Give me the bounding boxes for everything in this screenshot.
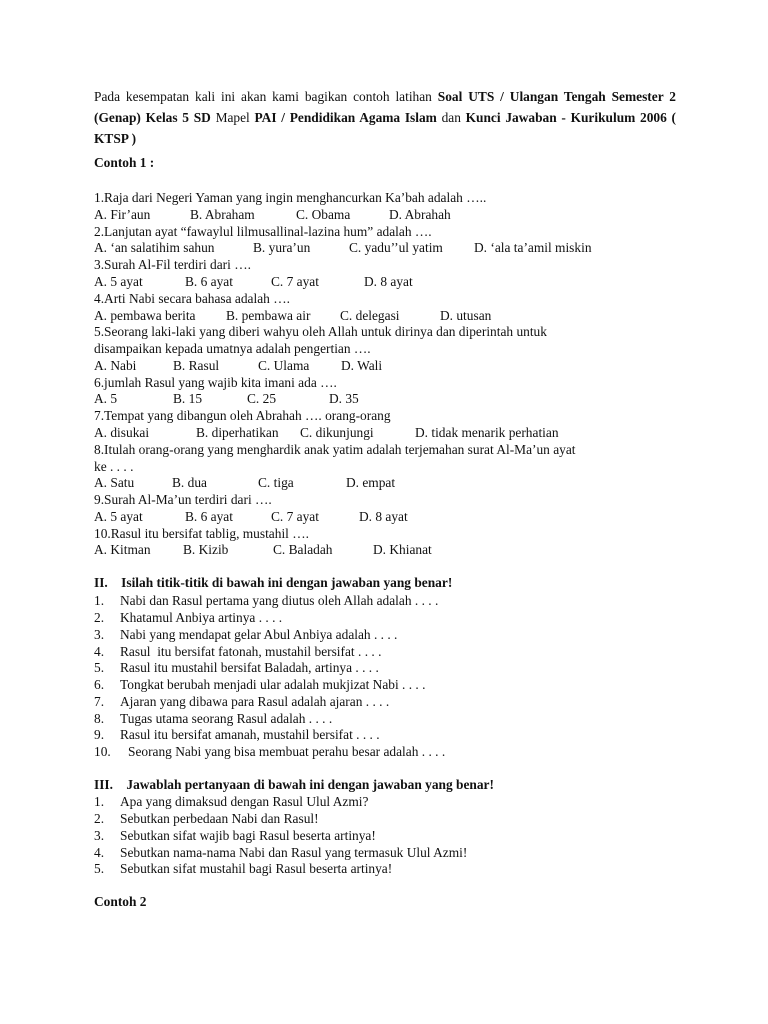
q2-option-b: B. yura’un <box>253 240 311 255</box>
intro-text-1: Pada kesempatan kali ini akan kami bagikan contoh latihan <box>94 89 438 104</box>
q6-option-c: C. 25 <box>247 391 277 406</box>
q3-option-d: D. 8 ayat <box>364 274 413 289</box>
s2-item-7-number: 7. <box>94 694 105 709</box>
q10-option-c: C. Baladah <box>273 542 333 557</box>
q5-option-c: C. Ulama <box>258 358 310 373</box>
q6-option-a: A. 5 <box>94 391 118 406</box>
s3-item-2-number: 2. <box>94 811 105 826</box>
question-3: 3.Surah Al-Fil terdiri dari …. <box>94 257 251 272</box>
q2-option-d: D. ‘ala ta’amil miskin <box>474 240 592 255</box>
s2-item-1-text: Nabi dan Rasul pertama yang diutus oleh Allah adalah . . . . <box>120 593 439 608</box>
s3-item-1-number: 1. <box>94 794 105 809</box>
s2-item-5-text: Rasul itu mustahil bersifat Baladah, artinya . . . . <box>120 660 379 675</box>
q10-option-d: D. Khianat <box>373 542 432 557</box>
q9-option-c: C. 7 ayat <box>271 509 319 524</box>
s2-item-1-number: 1. <box>94 593 105 608</box>
q2-option-c: C. yadu’’ul yatim <box>349 240 443 255</box>
s2-item-6-text: Tongkat berubah menjadi ular adalah mukjizat Nabi . . . . <box>120 677 426 692</box>
s2-item-5-number: 5. <box>94 660 105 675</box>
q7-option-a: A. disukai <box>94 425 150 440</box>
contoh-2-heading: Contoh 2 <box>94 894 147 909</box>
question-5-cont: disampaikan kepada umatnya adalah pengertian …. <box>94 341 371 356</box>
q9-option-a: A. 5 ayat <box>94 509 143 524</box>
s2-item-9-text: Rasul itu bersifat amanah, mustahil bersifat . . . . <box>120 727 380 742</box>
q2-option-a: A. ‘an salatihim sahun <box>94 240 215 255</box>
s2-item-4-text: Rasul itu bersifat fatonah, mustahil bersifat . . . . <box>120 644 382 659</box>
intro-bold-3: Kunci Jawaban - Kurikulum 2006 ( KTSP ) <box>94 110 676 146</box>
s2-item-8-number: 8. <box>94 711 105 726</box>
question-10: 10.Rasul itu bersifat tablig, mustahil …. <box>94 526 309 541</box>
q1-option-d: D. Abrahah <box>389 207 451 222</box>
q1-option-c: C. Obama <box>296 207 351 222</box>
q7-option-b: B. diperhatikan <box>196 425 279 440</box>
q4-option-d: D. utusan <box>440 308 492 323</box>
question-9: 9.Surah Al-Ma’un terdiri dari …. <box>94 492 272 507</box>
s3-item-5-number: 5. <box>94 861 105 876</box>
intro-bold-2: PAI / Pendidikan Agama Islam <box>254 110 437 125</box>
q3-option-a: A. 5 ayat <box>94 274 143 289</box>
s2-item-10-text: Seorang Nabi yang bisa membuat perahu besar adalah . . . . <box>128 744 446 759</box>
question-7: 7.Tempat yang dibangun oleh Abrahah …. orang-orang <box>94 408 391 423</box>
q8-option-b: B. dua <box>172 475 207 490</box>
question-8: 8.Itulah orang-orang yang menghardik anak yatim adalah terjemahan surat Al-Ma’un ayat <box>94 442 576 457</box>
intro-paragraph <box>94 86 676 149</box>
s2-item-8-text: Tugas utama seorang Rasul adalah . . . . <box>120 711 333 726</box>
question-8-cont: ke . . . . <box>94 459 134 474</box>
q6-option-d: D. 35 <box>329 391 359 406</box>
q10-option-a: A. Kitman <box>94 542 151 557</box>
s2-item-6-number: 6. <box>94 677 105 692</box>
section-3-heading: III. Jawablah pertanyaan di bawah ini dengan jawaban yang benar! <box>94 777 494 792</box>
s2-item-2-number: 2. <box>94 610 105 625</box>
s3-item-3-text: Sebutkan sifat wajib bagi Rasul beserta artinya! <box>120 828 376 843</box>
q5-option-d: D. Wali <box>341 358 383 373</box>
q5-option-a: A. Nabi <box>94 358 137 373</box>
q7-option-c: C. dikunjungi <box>300 425 374 440</box>
s2-item-7-text: Ajaran yang dibawa para Rasul adalah ajaran . . . . <box>120 694 390 709</box>
q1-option-a: A. Fir’aun <box>94 207 151 222</box>
q4-option-b: B. pembawa air <box>226 308 311 323</box>
s2-item-10-number: 10. <box>94 744 111 759</box>
s3-item-2-text: Sebutkan perbedaan Nabi dan Rasul! <box>120 811 319 826</box>
q6-option-b: B. 15 <box>173 391 203 406</box>
q9-option-d: D. 8 ayat <box>359 509 408 524</box>
q5-option-b: B. Rasul <box>173 358 220 373</box>
s2-item-9-number: 9. <box>94 727 105 742</box>
question-6: 6.jumlah Rasul yang wajib kita imani ada …. <box>94 375 337 390</box>
s2-item-3-number: 3. <box>94 627 105 642</box>
section-2-heading: II. Isilah titik-titik di bawah ini dengan jawaban yang benar! <box>94 575 453 590</box>
q8-option-d: D. empat <box>346 475 396 490</box>
contoh-1-heading: Contoh 1 : <box>94 155 155 170</box>
intro-bold-1: Soal UTS / Ulangan Tengah Semester 2 (Genap) Kelas 5 SD <box>94 89 676 125</box>
question-5: 5.Seorang laki-laki yang diberi wahyu oleh Allah untuk dirinya dan diperintah untuk <box>94 324 547 339</box>
s3-item-1-text: Apa yang dimaksud dengan Rasul Ulul Azmi? <box>120 794 369 809</box>
question-2: 2.Lanjutan ayat “fawaylul lilmusallinal-lazina hum” adalah …. <box>94 224 432 239</box>
s3-item-4-number: 4. <box>94 845 105 860</box>
q7-option-d: D. tidak menarik perhatian <box>415 425 559 440</box>
question-4: 4.Arti Nabi secara bahasa adalah …. <box>94 291 290 306</box>
q4-option-c: C. delegasi <box>340 308 400 323</box>
q1-option-b: B. Abraham <box>190 207 255 222</box>
q3-option-b: B. 6 ayat <box>185 274 233 289</box>
q8-option-c: C. tiga <box>258 475 294 490</box>
s3-item-5-text: Sebutkan sifat mustahil bagi Rasul beserta artinya! <box>120 861 393 876</box>
q10-option-b: B. Kizib <box>183 542 229 557</box>
intro-text-2: Mapel <box>210 110 255 125</box>
q9-option-b: B. 6 ayat <box>185 509 233 524</box>
s3-item-3-number: 3. <box>94 828 105 843</box>
s3-item-4-text: Sebutkan nama-nama Nabi dan Rasul yang termasuk Ulul Azmi! <box>120 845 468 860</box>
q4-option-a: A. pembawa berita <box>94 308 196 323</box>
q8-option-a: A. Satu <box>94 475 135 490</box>
s2-item-4-number: 4. <box>94 644 105 659</box>
intro-text-3: dan <box>436 110 466 125</box>
s2-item-3-text: Nabi yang mendapat gelar Abul Anbiya adalah . . . . <box>120 627 398 642</box>
question-1: 1.Raja dari Negeri Yaman yang ingin menghancurkan Ka’bah adalah ….. <box>94 190 487 205</box>
s2-item-2-text: Khatamul Anbiya artinya . . . . <box>120 610 283 625</box>
q3-option-c: C. 7 ayat <box>271 274 319 289</box>
